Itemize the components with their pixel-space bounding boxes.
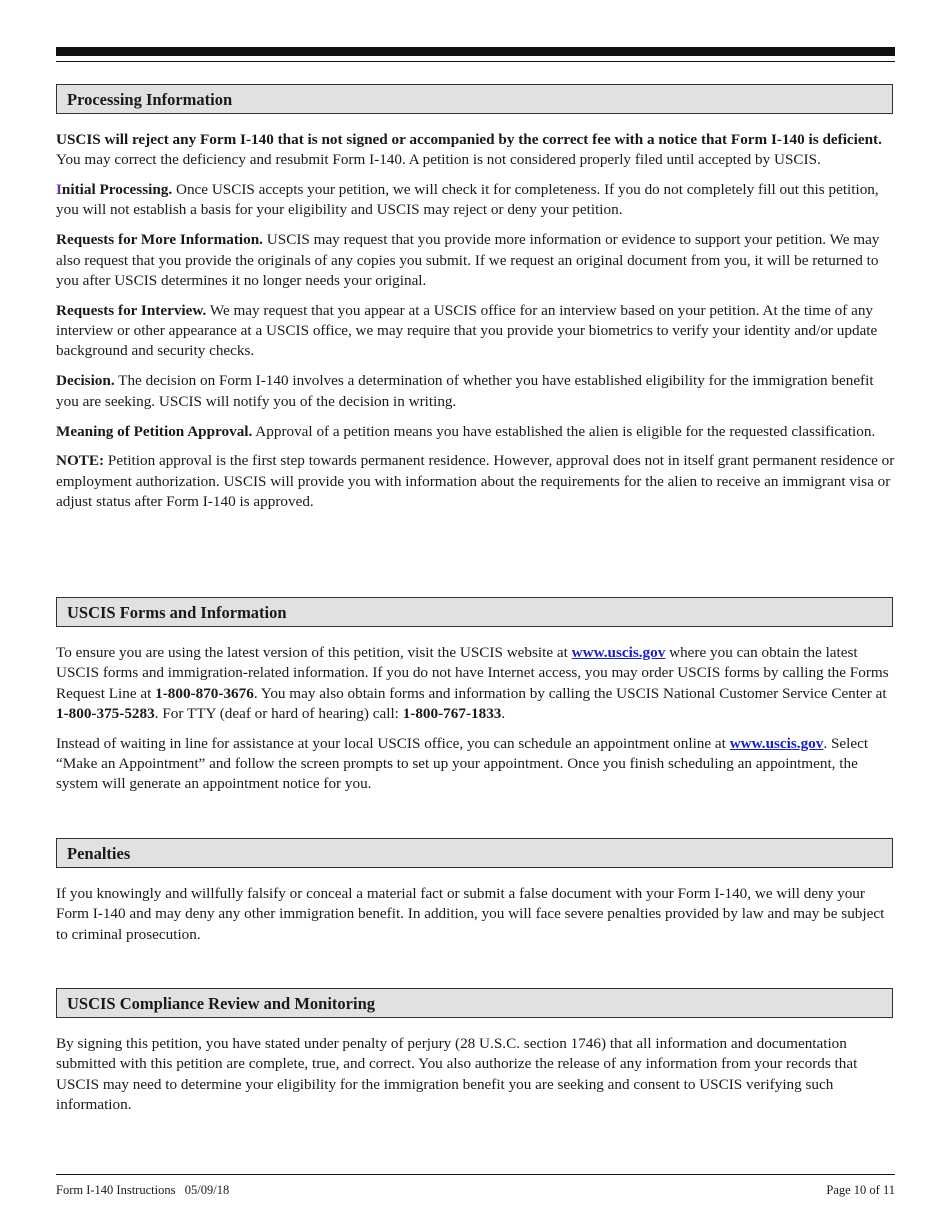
paragraph: Requests for More Information. USCIS may request that you provide more information or evidence to support your petition. We may also request that you provide the originals of any copies you submit. If we request an original document from you, it will be returned to you after USCIS determines it no longer needs your original. [56, 231, 880, 289]
section-body-processing [56, 130, 895, 522]
section-body-forms [56, 643, 895, 804]
uscis-appointment-link[interactable]: www.uscis.gov [729, 734, 824, 752]
section-header-compliance [56, 988, 893, 1018]
section-body-compliance [56, 1034, 895, 1125]
paragraph: If you knowingly and willfully falsify or conceal a material fact or submit a false document with your Form I-140, we will deny your Form I-140 and may deny any other immigration benefit. In addition, you will face severe penalties provided by law and may be subject to criminal prosecution. [56, 885, 885, 943]
paragraph: Meaning of Petition Approval. Approval of a petition means you have established the alien is eligible for the requested classification. [56, 422, 876, 440]
paragraph: Requests for Interview. We may request that you appear at a USCIS office for an interview based on your petition. At the time of any interview or other appearance at a USCIS office, we may require that you provide your biometrics to verify your identity and/or update background and security checks. [56, 301, 878, 360]
paragraph: By signing this petition, you have stated under penalty of perjury (28 U.S.C. section 1746) that all information and documentation submitted with this petition are complete, true, and correct. You also authorize the release of any information from your records that USCIS may need to determine your eligibility for the immigration benefit you are seeking and consent to USCIS verifying such information. [56, 1035, 858, 1113]
footer-rule [56, 1174, 895, 1175]
header-rule-thin [56, 61, 895, 62]
section-title: USCIS Compliance Review and Monitoring [67, 994, 376, 1013]
section-title: Processing Information [67, 90, 233, 109]
section-header-forms [56, 597, 893, 627]
paragraph: To ensure you are using the latest version of this petition, visit the USCIS website at www.uscis.gov where you can obtain the latest USCIS forms and immigration-related information. If you do not have Internet access, you may order USCIS forms by calling the Forms Request Line at 1-800-870-3676. You may also obtain forms and information by calling the USCIS National Customer Service Center at 1-800-375-5283. For TTY (deaf or hard of hearing) call: 1-800-767-1833. [56, 644, 889, 722]
paragraph: Instead of waiting in line for assistance at your local USCIS office, you can schedule an appointment online at www.uscis.gov. Select “Make an Appointment” and follow the screen prompts to set up your appointment. Once you finish scheduling an appointment, the system will generate an appointment notice for you. [56, 734, 869, 793]
section-header-processing [56, 84, 893, 114]
paragraph: NOTE: Petition approval is the first step towards permanent residence. However, approval does not in itself grant permanent residence or employment authorization. USCIS will provide you with information about the requirements for the alien to receive an immigrant visa or adjust status after Form I-140 is approved. [56, 452, 895, 511]
paragraph: Decision. The decision on Form I-140 involves a determination of whether you have established eligibility for the immigration benefit you are seeking. USCIS will notify you of the decision in writing. [56, 372, 874, 410]
header-rule-thick [56, 47, 895, 56]
section-title: USCIS Forms and Information [67, 603, 287, 622]
paragraph: Initial Processing. Once USCIS accepts your petition, we will check it for completeness. If you do not completely fill out this petition, you will not establish a basis for your eligibility and USCIS may reject or deny your petition. [56, 181, 879, 219]
footer-page-number: Page 10 of 11 [826, 1183, 895, 1197]
section-header-penalties [56, 838, 893, 868]
footer-form-id: Form I-140 Instructions 05/09/18 [56, 1183, 230, 1197]
uscis-website-link[interactable]: www.uscis.gov [571, 644, 666, 661]
section-body-penalties [56, 884, 895, 954]
paragraph: USCIS will reject any Form I-140 that is not signed or accompanied by the correct fee with a notice that Form I-140 is deficient. You may correct the deficiency and resubmit Form I-140. A petition is not considered properly filed until accepted by USCIS. [56, 131, 882, 169]
document-page [56, 0, 895, 1230]
section-title: Penalties [67, 844, 131, 863]
forms-request-phone: 1-800-870-3676 [155, 684, 254, 702]
tty-phone: 1-800-767-1833 [402, 704, 502, 722]
ncsc-phone: 1-800-375-5283 [56, 704, 155, 722]
